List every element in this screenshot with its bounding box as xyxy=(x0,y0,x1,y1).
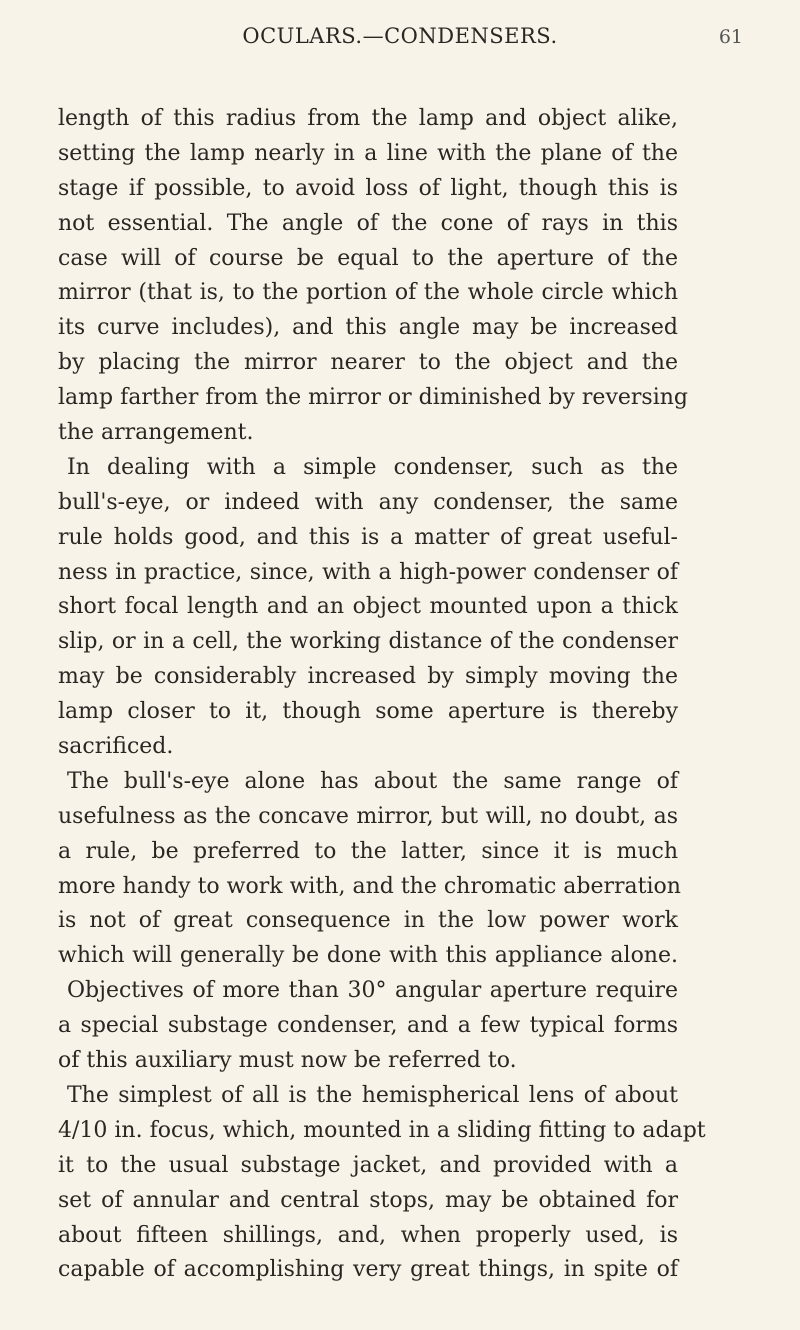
text-line: mirror (that is, to the portion of the whole circle which xyxy=(58,280,678,306)
text-line: a rule, be preferred to the latter, since it is much xyxy=(58,838,678,864)
text-line: In dealing with a simple condenser, such as the xyxy=(67,454,678,480)
text-line: the arrangement. xyxy=(58,420,254,446)
text-line: rule holds good, and this is a matter of great useful- xyxy=(58,524,678,550)
text-line: may be considerably increased by simply moving the xyxy=(58,664,678,690)
text-line: length of this radius from the lamp and object alike, xyxy=(58,106,678,131)
text-line: Objectives of more than 30° angular aperture require xyxy=(67,978,678,1004)
text-line: is not of great consequence in the low power work xyxy=(58,908,678,934)
text-line: lamp closer to it, though some aperture is thereby xyxy=(58,699,678,725)
text-line: 4/10 in. focus, which, mounted in a sliding fitting to adapt xyxy=(58,1117,706,1143)
text-line: case will of course be equal to the aperture of the xyxy=(58,245,678,271)
body-text xyxy=(58,102,706,1288)
text-line: slip, or in a cell, the working distance of the condenser xyxy=(58,629,678,655)
text-line: which will generally be done with this appliance alone. xyxy=(58,943,678,969)
text-line: The simplest of all is the hemispherical lens of about xyxy=(67,1082,678,1108)
text-line: not essential. The angle of the cone of rays in this xyxy=(58,210,678,236)
text-line: usefulness as the concave mirror, but will, no doubt, as xyxy=(58,803,678,829)
text-line: sacrificed. xyxy=(58,734,174,760)
text-line: about fifteen shillings, and, when properly used, is xyxy=(58,1222,678,1248)
text-line: it to the usual substage jacket, and provided with a xyxy=(58,1152,678,1178)
text-line: its curve includes), and this angle may be increased xyxy=(58,315,678,341)
text-line: lamp farther from the mirror or diminished by reversing xyxy=(58,385,688,411)
text-line: short focal length and an object mounted upon a thick xyxy=(58,594,678,620)
text-line: of this auxiliary must now be referred to. xyxy=(58,1048,517,1074)
text-line: setting the lamp nearly in a line with the plane of the xyxy=(58,140,678,166)
text-line: ness in practice, since, with a high-power condenser of xyxy=(58,559,678,585)
text-line: a special substage condenser, and a few typical forms xyxy=(58,1013,678,1039)
text-line: bull's-eye, or indeed with any condenser, the same xyxy=(58,489,678,515)
text-line: The bull's-eye alone has about the same range of xyxy=(67,768,678,794)
text-line: by placing the mirror nearer to the object and the xyxy=(58,350,678,376)
text-line: capable of accomplishing very great things, in spite of xyxy=(58,1257,678,1283)
text-line: set of annular and central stops, may be obtained for xyxy=(58,1187,678,1213)
page-number: 61 xyxy=(718,26,743,48)
text-line: more handy to work with, and the chromatic aberration xyxy=(58,873,681,899)
text-line: stage if possible, to avoid loss of light, though this is xyxy=(58,175,678,201)
running-head: OCULARS.—CONDENSERS. xyxy=(242,24,558,48)
